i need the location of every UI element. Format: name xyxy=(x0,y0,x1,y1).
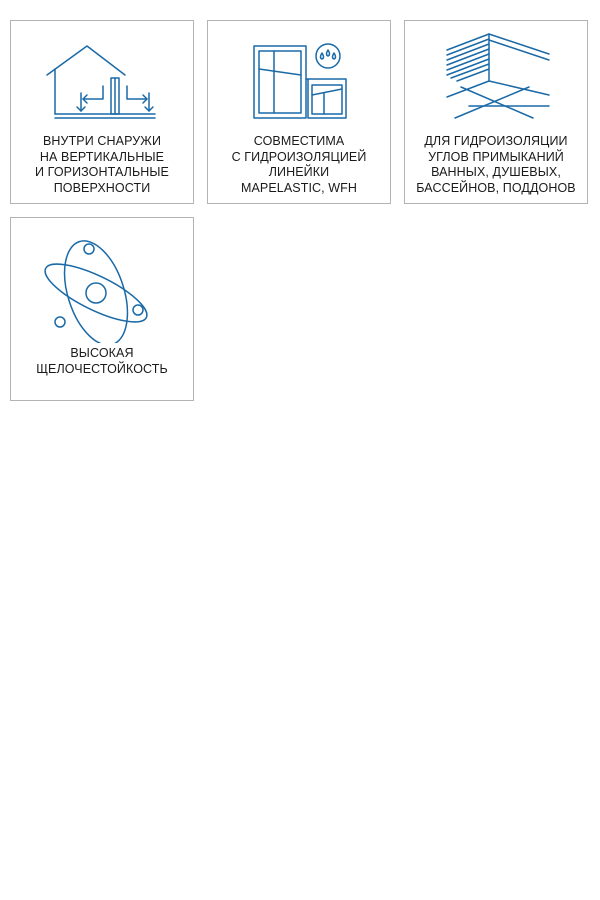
atom-icon xyxy=(11,218,195,343)
feature-caption: ВНУТРИ СНАРУЖИ НА ВЕРТИКАЛЬНЫЕ И ГОРИЗОНТАЛЬНЫЕ ПОВЕРХНОСТИ xyxy=(35,134,169,195)
feature-caption: СОВМЕСТИМА С ГИДРОИЗОЛЯЦИЕЙ ЛИНЕЙКИ MAPELASTIC, WFH xyxy=(231,134,367,195)
feature-card-corners xyxy=(404,20,588,204)
house-arrows-icon xyxy=(11,21,195,131)
feature-caption: ДЛЯ ГИДРОИЗОЛЯЦИИ УГЛОВ ПРИМЫКАНИЙ ВАННЫХ, ДУШЕВЫХ, БАССЕЙНОВ, ПОДДОНОВ xyxy=(416,134,576,195)
tiles-water-drops-icon xyxy=(208,21,392,131)
feature-card-alkali-resistance xyxy=(10,217,194,401)
feature-caption: ВЫСОКАЯ ЩЕЛОЧЕСТОЙКОСТЬ xyxy=(36,346,168,376)
feature-card-surfaces xyxy=(10,20,194,204)
feature-card-compatibility xyxy=(207,20,391,204)
corner-junction-icon xyxy=(405,21,589,131)
